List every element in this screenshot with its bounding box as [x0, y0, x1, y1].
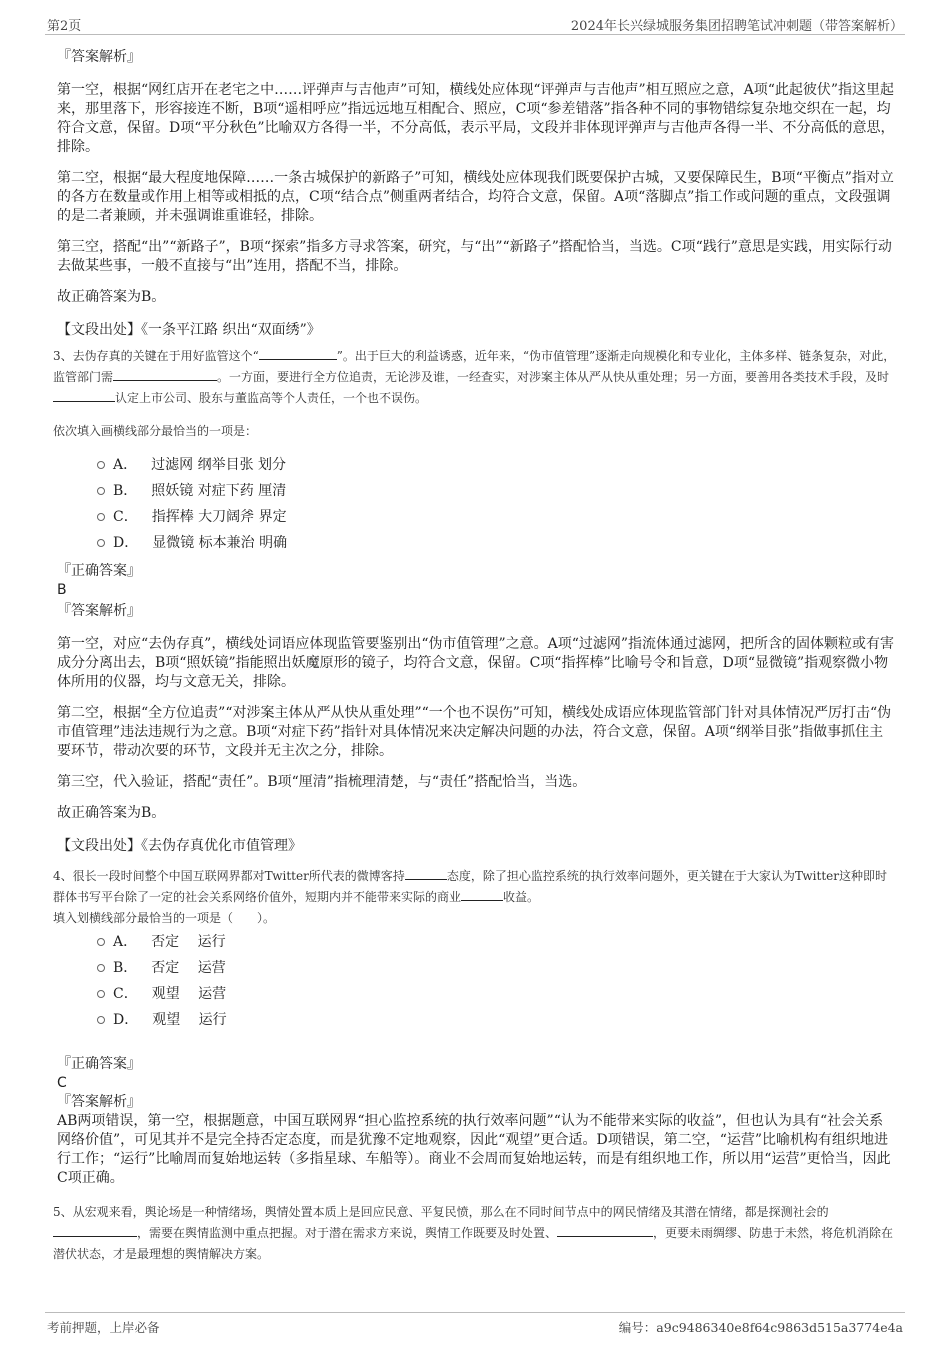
q4-prompt: 填入划横线部分最恰当的一项是（ ）。	[53, 911, 276, 925]
radio-icon[interactable]	[97, 461, 105, 469]
q3-source: 【文段出处】《去伪存真优化市值管理》	[57, 838, 302, 854]
q4-answer: C	[57, 1075, 67, 1091]
q4-stem: 4、很长一段时间整个中国互联网界都对Twitter所代表的微博客持 态度，除了担心监控系统的执行效率问题外，更关键在于大家认为Twitter这种即时群体书写平台除了一定的社会关系网络价值外，短期内并不能带来实际的商业 收益。	[53, 869, 887, 904]
q4-analysis: AB两项错误，第一空，根据题意，中国互联网界“担心监控系统的执行效率问题”“认为不能带来实际的收益”，但也认为具有“社会关系网络价值”，可见其并不是完全持否定态度，而是犹豫不定地观察，因此“观望”更合适。D项错误，第二空，“运营”比喻机构有组织地进行工作；“运行”比喻周而复始地运转（多指星球、车船等）。商业不会周而复始地运转，而是有组织地工作，所以用“运营”更恰当，因此C项正确。	[57, 1113, 891, 1186]
q5-blank-1	[53, 1224, 137, 1237]
footer-slogan: 考前押题，上岸必备	[47, 1320, 160, 1335]
q2-analysis-p3: 第三空，搭配“出”“新路子”，B项“探索”指多方寻求答案，研究，与“出”“新路子”搭配恰当，当选。C项“践行”意思是实践，用实际行动去做某些事，一般不直接与“出”连用，搭配不当，排除。	[57, 239, 892, 274]
q3-blank-1	[259, 347, 337, 360]
radio-icon[interactable]	[97, 938, 105, 946]
q3-analysis-p2: 第二空，根据“全方位追责”“对涉案主体从严从快从重处理”“一个也不误伤”可知，横线处成语应体现监管部门针对具体情况严厉打击“伪市值管理”违法违规行为之意。B项“对症下药”指针对具体情况来决定解决问题的办法，符合文意，保留。A项“纲举目张”指做事抓住主要环节，带动次要的环节，文段并无主次之分，排除。	[57, 705, 892, 759]
page-footer	[45, 1312, 905, 1337]
q3-stem: 3、去伪存真的关键在于用好监管这个“ ”。出于巨大的利益诱惑，近年来，“伪市值管理”逐渐走向规模化和专业化，主体多样、链条复杂，对此，监管部门需 。一方面，要进行全方位追责，无论涉及谁，一经查实，对涉案主体从严从快从重处理；另一方面，要善用各类技术手段，及时认定上市公司、股东与董监高等个人责任，一个也不误伤。	[53, 349, 896, 405]
q5-stem: 5、从宏观来看，舆论场是一种情绪场，舆情处置本质上是回应民意、平复民愤，那么在不同时间节点中的网民情绪及其潜在情绪，都是探测社会的，需要在舆情监测中重点把握。对于潜在需求方来说，舆情工作既要及时处置、 ，更要未雨绸缪、防患于未然，将危机消除在潜伏状态，才是最理想的舆情解决方案。	[53, 1205, 894, 1261]
radio-icon[interactable]	[97, 990, 105, 998]
q4-option-d[interactable]: D． 观望 运行	[97, 1007, 897, 1033]
q4-options	[97, 929, 897, 1033]
q4-option-a[interactable]: A． 否定 运行	[97, 929, 897, 955]
q3-answer-label: 『正确答案』	[57, 563, 141, 579]
q4-blank-2	[461, 888, 503, 901]
q2-analysis-p2: 第二空，根据“最大程度地保障……一条古城保护的新路子”可知，横线处应体现我们既要保护古城，又要保障民生，B项“平衡点”指对立的各方在数量或作用上相等或相抵的点，C项“结合点”侧重两者结合，均符合文意，保留。A项“落脚点”指工作或问题的重点，文段强调的是二者兼顾，并未强调谁重谁轻，排除。	[57, 170, 894, 224]
radio-icon[interactable]	[97, 513, 105, 521]
q4-blank-1	[405, 867, 447, 880]
page-number: 第2页	[47, 19, 82, 34]
q3-options	[97, 452, 897, 556]
page-content	[53, 46, 897, 1265]
q3-blank-2	[113, 368, 217, 381]
q3-analysis-p1: 第一空，对应“去伪存真”，横线处词语应体现监管要鉴别出“伪市值管理”之意。A项“过滤网”指流体通过滤网，把所含的固体颗粒或有害成分分离出去，B项“照妖镜”指能照出妖魔原形的镜子，均符合文意，保留。C项“指挥棒”比喻号令和旨意，D项“显微镜”指观察微小物体所用的仪器，均与文意无关，排除。	[57, 636, 895, 690]
radio-icon[interactable]	[97, 1016, 105, 1024]
q3-prompt: 依次填入画横线部分最恰当的一项是：	[53, 424, 258, 438]
q3-option-a[interactable]: A． 过滤网 纲举目张 划分	[97, 452, 897, 478]
q5-blank-2	[557, 1224, 653, 1237]
q3-option-c[interactable]: C． 指挥棒 大刀阔斧 界定	[97, 504, 897, 530]
q3-option-b[interactable]: B． 照妖镜 对症下药 厘清	[97, 478, 897, 504]
q3-analysis-label: 『答案解析』	[57, 603, 141, 619]
q3-option-d[interactable]: D． 显微镜 标本兼治 明确	[97, 530, 897, 556]
document-title: 2024年长兴绿城服务集团招聘笔试冲刺题（带答案解析）	[570, 19, 903, 34]
q2-conclusion: 故正确答案为B。	[57, 289, 166, 305]
q4-analysis-label: 『答案解析』	[57, 1094, 141, 1110]
q2-source: 【文段出处】《一条平江路 织出“双面绣”》	[57, 322, 321, 338]
q2-analysis-p1: 第一空，根据“网红店开在老宅之中……评弹声与吉他声”可知，横线处应体现“评弹声与吉他声”相互照应之意，A项“此起彼伏”指这里起来，那里落下，形容接连不断，B项“遥相呼应”指远远地互相配合、照应，C项“参差错落”指各种不同的事物错综复杂地交织在一起，均符合文意，保留。D项“平分秋色”比喻双方各得一半，不分高低，表示平局，文段并非体现评弹声与吉他声各得一半、不分高低的意思，排除。	[57, 82, 895, 155]
q4-answer-label: 『正确答案』	[57, 1056, 141, 1072]
q2-analysis-label: 『答案解析』	[57, 49, 141, 65]
radio-icon[interactable]	[97, 487, 105, 495]
q4-option-b[interactable]: B． 否定 运营	[97, 955, 897, 981]
q3-conclusion: 故正确答案为B。	[57, 805, 166, 821]
radio-icon[interactable]	[97, 964, 105, 972]
page-header	[45, 12, 905, 35]
q3-blank-3	[53, 389, 115, 402]
q3-answer: B	[57, 582, 67, 598]
radio-icon[interactable]	[97, 539, 105, 547]
q4-option-c[interactable]: C． 观望 运营	[97, 981, 897, 1007]
q3-analysis-p3: 第三空，代入验证，搭配“责任”。B项“厘清”指梳理清楚，与“责任”搭配恰当，当选。	[57, 774, 587, 790]
document-id: 编号：a9c9486340e8f64c9863d515a3774e4a	[618, 1320, 903, 1335]
